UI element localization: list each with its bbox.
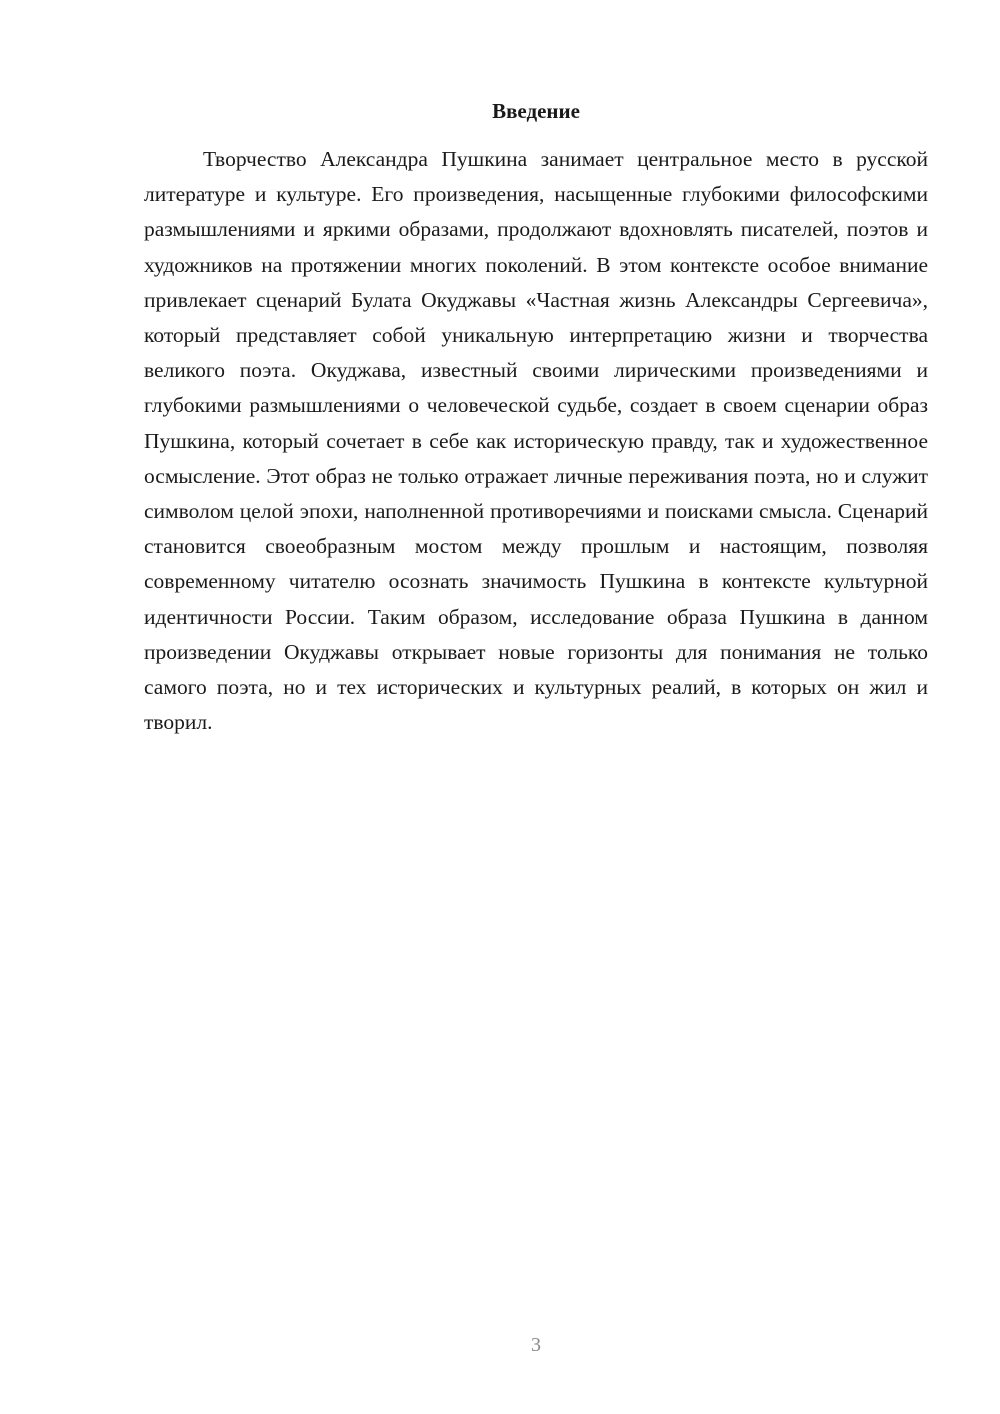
page-number: 3 bbox=[531, 1334, 541, 1356]
body-paragraph: Творчество Александра Пушкина занимает центральное место в русской литературе и культуре. Его произведения, насыщенные глубокими философскими размышлениями и яркими образами, продолжают вдохновлять писателей, поэтов и художников на протяжении многих поколений. В этом контексте особое внимание привлекает сценарий Булата Окуджавы «Частная жизнь Александры Сергеевича», который представляет собой уникальную интерпретацию жизни и творчества великого поэта. Окуджава, известный своими лирическими произведениями и глубокими размышлениями о человеческой судьбе, создает в своем сценарии образ Пушкина, который сочетает в себе как историческую правду, так и художественное осмысление. Этот образ не только отражает личные переживания поэта, но и служит символом целой эпохи, наполненной противоречиями и поисками смысла. Сценарий становится своеобразным мостом между прошлым и настоящим, позволяя современному читателю осознать значимость Пушкина в контексте культурной идентичности России. Таким образом, исследование образа Пушкина в данном произведении Окуджавы открывает новые горизонты для понимания не только самого поэта, но и тех исторических и культурных реалий, в которых он жил и творил. bbox=[144, 147, 928, 735]
section-heading: Введение bbox=[492, 99, 580, 123]
